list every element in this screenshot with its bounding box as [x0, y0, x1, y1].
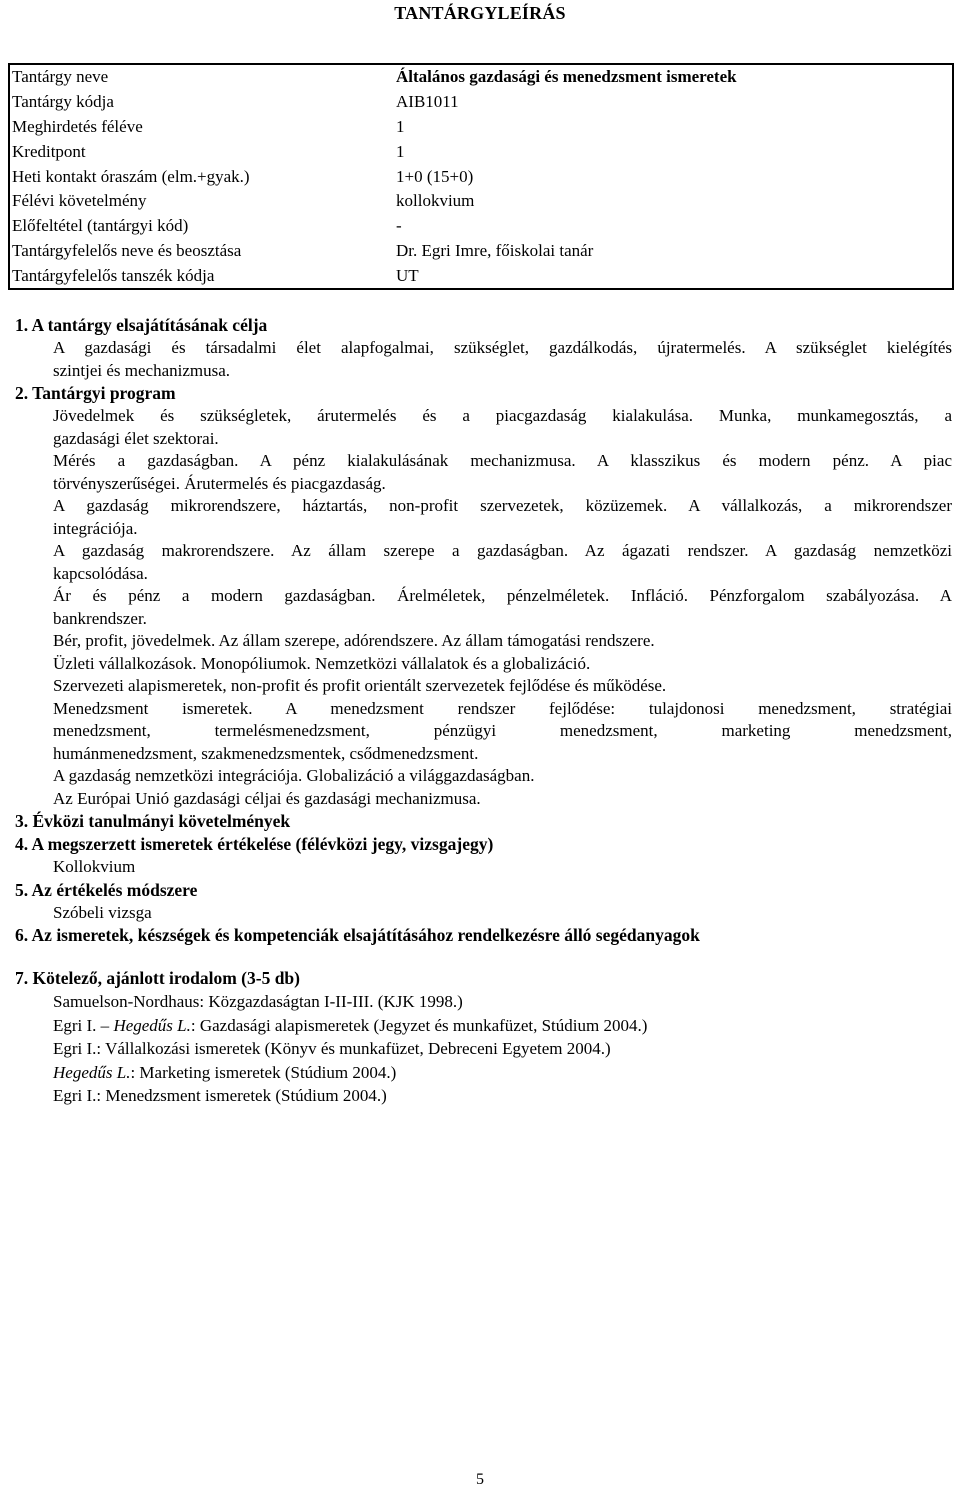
info-label: Tantárgy neve: [12, 67, 109, 87]
section-3-heading: 3. Évközi tanulmányi követelmények: [15, 811, 291, 831]
reference-item: [15, 990, 952, 1014]
info-label: Meghirdetés féléve: [12, 116, 143, 136]
reference-item: [15, 1084, 952, 1108]
reference-author: Egri I. –: [53, 1015, 114, 1035]
info-value: 1: [396, 141, 405, 161]
section-4-heading: 4. A megszerzett ismeretek értékelése (félévközi jegy, vizsgajegy): [15, 834, 494, 854]
reference-coauthor: Hegedűs L.: [53, 1062, 131, 1082]
section-2-body: [15, 405, 952, 810]
info-label: Heti kontakt óraszám (elm.+gyak.): [12, 166, 250, 186]
reference-title: Vállalkozási ismeretek (Könyv és munkafüzet, Debreceni Egyetem 2004.): [101, 1039, 611, 1058]
section-4-body: Kollokvium: [53, 857, 136, 876]
info-row: [9, 189, 953, 214]
section-1-heading: 1. A tantárgy elsajátításának célja: [15, 315, 268, 335]
section-1-line: szintjei és mechanizmusa.: [53, 360, 231, 380]
info-value: 1+0 (15+0): [396, 166, 474, 186]
info-label: Tantárgy kódja: [12, 92, 114, 112]
section-2-heading: 2. Tantárgyi program: [15, 383, 176, 403]
info-value: -: [396, 216, 402, 236]
reference-coauthor: Hegedűs L.: [113, 1015, 191, 1035]
program-line: Menedzsment ismeretek. A menedzsment rendszer fejlődése: tulajdonosi menedzsment, stratégiai: [53, 698, 952, 718]
info-row: [9, 239, 953, 264]
program-line: A gazdaság nemzetközi integrációja. Globalizáció a világgazdaságban.: [53, 766, 535, 785]
program-line: gazdasági élet szektorai.: [53, 428, 219, 448]
info-value: 1: [396, 116, 405, 136]
program-line: humánmenedzsment, szakmenedzsmentek, csődmenedzsment.: [53, 743, 479, 763]
course-info-table: [8, 63, 954, 290]
page-title: TANTÁRGYLEÍRÁS: [394, 3, 566, 23]
section-1-line: A gazdasági és társadalmi élet alapfogalmai, szükséglet, gazdálkodás, újratermelés. A szükséglet kielégítés: [53, 338, 952, 357]
section-5-body: Szóbeli vizsga: [53, 902, 152, 922]
info-value: UT: [396, 265, 419, 285]
page-number: 5: [476, 1471, 484, 1488]
info-label: Előfeltétel (tantárgyi kód): [12, 216, 189, 236]
reference-author: Egri I.:: [53, 1039, 102, 1058]
info-row: [9, 90, 953, 115]
program-line: Üzleti vállalkozások. Monopóliumok. Nemzetközi vállalatok és a globalizáció.: [53, 653, 591, 673]
info-label: Kreditpont: [12, 141, 86, 161]
program-line: bankrendszer.: [53, 608, 147, 628]
reference-title: : Gazdasági alapismeretek (Jegyzet és munkafüzet, Stúdium 2004.): [190, 1015, 648, 1035]
info-value: Dr. Egri Imre, főiskolai tanár: [396, 240, 594, 260]
program-line: Szervezeti alapismeretek, non-profit és profit orientált szervezetek fejlődése és működése.: [53, 676, 667, 695]
info-row: [9, 164, 953, 189]
program-line: kapcsolódása.: [53, 563, 148, 583]
program-line: Mérés a gazdaságban. A pénz kialakulásának mechanizmusa. A klasszikus és modern pénz. A piac: [53, 451, 952, 470]
info-value: Általános gazdasági és menedzsment ismeretek: [396, 67, 737, 87]
info-row: [9, 64, 953, 90]
program-line: Ár és pénz a modern gazdaságban. Árelméletek, pénzelméletek. Infláció. Pénzforgalom szabályozása. A: [53, 586, 952, 605]
reference-author: Samuelson-Nordhaus:: [53, 992, 205, 1011]
program-line: törvényszerűségei. Árutermelés és piacgazdaság.: [53, 473, 386, 493]
reference-title: : Marketing ismeretek (Stúdium 2004.): [130, 1062, 397, 1082]
course-description: [15, 314, 952, 1108]
info-row: [9, 115, 953, 140]
program-line: A gazdaság mikrorendszere, háztartás, non-profit szervezetek, közüzemek. A vállalkozás, a mikrorendszer: [53, 496, 952, 515]
reference-list: [15, 990, 952, 1108]
info-label: Tantárgyfelelős neve és beosztása: [12, 240, 242, 260]
info-row: [9, 214, 953, 239]
info-label: Félévi követelmény: [12, 191, 147, 211]
info-row: [9, 139, 953, 164]
info-value: kollokvium: [396, 191, 475, 211]
program-line: integrációja.: [53, 518, 138, 538]
info-row: [9, 263, 953, 289]
program-line: A gazdaság makrorendszere. Az állam szerepe a gazdaságban. Az ágazati rendszer. A gazdaság nemzetközi: [53, 541, 952, 560]
reference-item: [15, 1014, 952, 1038]
info-value: AIB1011: [396, 92, 459, 112]
section-1-body: [15, 337, 952, 382]
program-line: Bér, profit, jövedelmek. Az állam szerepe, adórendszere. Az állam támogatási rendszere.: [53, 631, 655, 650]
section-7-heading: 7. Kötelező, ajánlott irodalom (3-5 db): [15, 968, 300, 988]
section-6-heading: 6. Az ismeretek, készségek és kompetenciák elsajátításához rendelkezésre álló segédanyagok: [15, 925, 700, 945]
reference-title: Közgazdaságtan I-II-III. (KJK 1998.): [204, 992, 463, 1011]
reference-item: [15, 1037, 952, 1061]
reference-item: [15, 1061, 952, 1085]
reference-author: Egri I.:: [53, 1086, 102, 1105]
section-5-heading: 5. Az értékelés módszere: [15, 879, 198, 900]
program-line: Jövedelmek és szükségletek, árutermelés és a piacgazdaság kialakulása. Munka, munkamegosztás, a: [53, 406, 952, 425]
program-line: menedzsment, termelésmenedzsment, pénzügyi menedzsment, marketing menedzsment,: [53, 721, 952, 740]
info-label: Tantárgyfelelős tanszék kódja: [12, 265, 215, 285]
reference-title: Menedzsment ismeretek (Stúdium 2004.): [101, 1086, 387, 1105]
program-line: Az Európai Unió gazdasági céljai és gazdasági mechanizmusa.: [53, 788, 481, 808]
